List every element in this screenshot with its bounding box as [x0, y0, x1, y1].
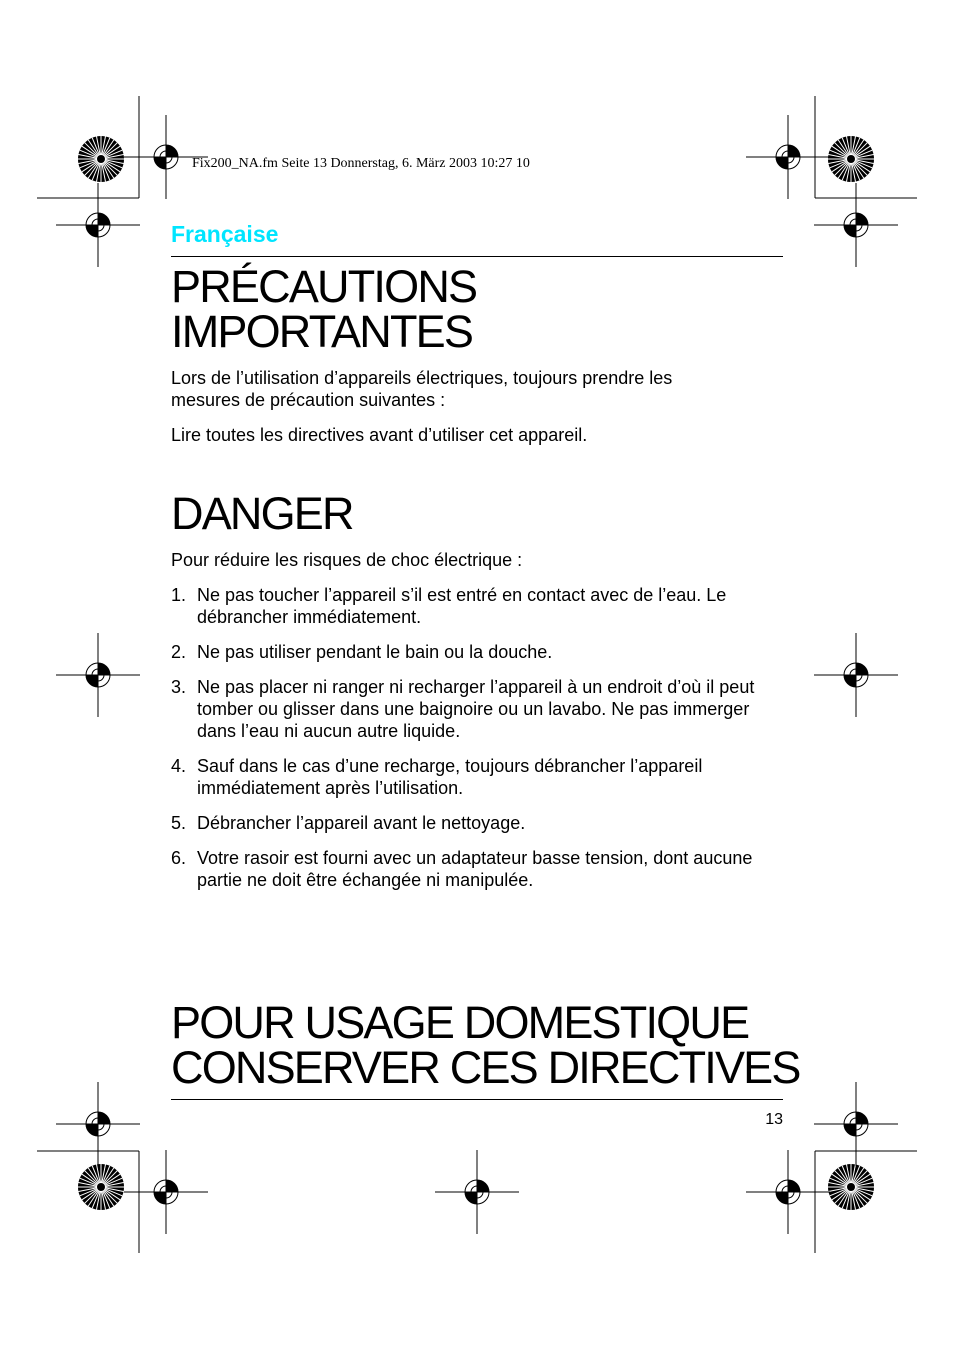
- list-item-text: Sauf dans le cas d’une recharge, toujours débrancher l’appareil immédiatement après l’utilisation.: [197, 756, 703, 798]
- danger-title: DANGER: [171, 488, 353, 539]
- danger-intro: Pour réduire les risques de choc électrique :: [171, 550, 523, 570]
- precautions-title-line2: IMPORTANTES: [171, 306, 473, 357]
- list-item-text: Ne pas utiliser pendant le bain ou la douche.: [197, 642, 553, 662]
- list-item-text: Ne pas placer ni ranger ni recharger l’appareil à un endroit d’où il peut tomber ou glisser dans une baignoire ou un lavabo. Ne pas immerger dans l’eau ni aucun autre liquide.: [197, 677, 755, 741]
- file-slug: Fix200_NA.fm Seite 13 Donnerstag, 6. März 2003 10:27 10: [192, 156, 530, 171]
- list-item-number: 3.: [171, 677, 187, 697]
- precautions-intro: Lors de l’utilisation d’appareils électriques, toujours prendre les mesures de précaution suivantes :: [171, 368, 673, 410]
- list-item-text: Débrancher l’appareil avant le nettoyage.: [197, 813, 526, 833]
- bottom-rule: [171, 1099, 783, 1100]
- list-item: [171, 584, 791, 628]
- danger-list: [171, 584, 791, 904]
- read-all-instructions: Lire toutes les directives avant d’utiliser cet appareil.: [171, 425, 588, 445]
- page-number: 13: [765, 1111, 783, 1128]
- list-item-number: 6.: [171, 848, 187, 868]
- list-item-number: 2.: [171, 642, 187, 662]
- precautions-title-line1: PRÉCAUTIONS: [171, 261, 477, 312]
- language-label: Française: [171, 221, 279, 247]
- list-item-number: 4.: [171, 756, 187, 776]
- list-item-number: 5.: [171, 813, 187, 833]
- list-item: [171, 847, 791, 891]
- list-item: [171, 812, 791, 834]
- list-item-text: Votre rasoir est fourni avec un adaptateur basse tension, dont aucune partie ne doit être échangée ni manipulée.: [197, 848, 753, 890]
- household-use-title-line1: POUR USAGE DOMESTIQUE: [171, 997, 749, 1048]
- household-use-title-line2: CONSERVER CES DIRECTIVES: [171, 1042, 800, 1093]
- list-item-text: Ne pas toucher l’appareil s’il est entré en contact avec de l’eau. Le débrancher immédiatement.: [197, 585, 727, 627]
- list-item: [171, 755, 791, 799]
- list-item: [171, 676, 791, 742]
- list-item: [171, 641, 791, 663]
- precautions-title: [171, 261, 477, 357]
- top-rule: [171, 256, 783, 257]
- household-use-title: [171, 997, 800, 1093]
- list-item-number: 1.: [171, 585, 187, 605]
